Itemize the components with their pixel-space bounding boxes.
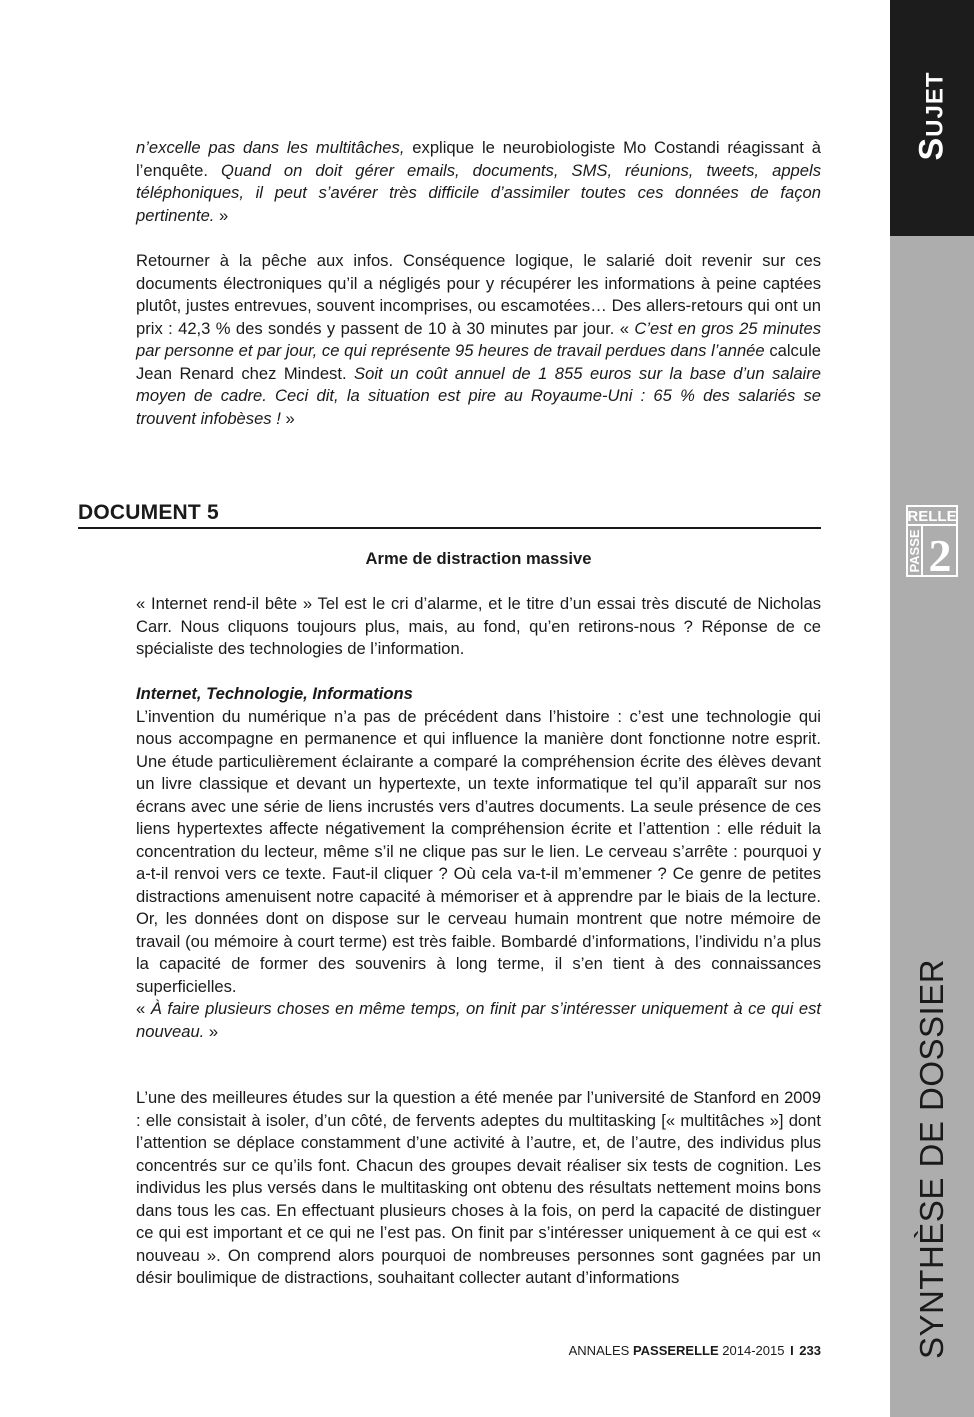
sidebar-tab (890, 0, 974, 236)
footer-separator: I (790, 1343, 794, 1358)
footer-years: 2014-2015 (718, 1343, 789, 1358)
text-run: Quand on doit gérer emails, documents, SMS, réunions, tweets, appels téléphoniques, il peut s’avérer très difficile d’assimiler toutes ces données de façon pertinente. (136, 160, 821, 225)
footer-annales: ANNALES (568, 1343, 633, 1358)
quote-paragraph (136, 998, 821, 1043)
quote-open: « (136, 999, 151, 1018)
intro-paragraph: « Internet rend-il bête » Tel est le cri d’alarme, et le titre d’un essai très discuté de Nicholas Carr. Nous cliquons toujours plus, mais, au fond, qu’en retirons-nous ? Réponse de ce spécialiste des technologies de l’information. (136, 594, 821, 658)
paragraph-information-retrieval (136, 250, 821, 430)
text-run: » (214, 205, 229, 225)
logo-passe-text: PASSE (907, 529, 922, 573)
paragraph-top-1 (136, 137, 821, 227)
last-block (136, 1087, 821, 1290)
quote-text: À faire plusieurs choses en même temps, on finit par s’intéresser uniquement à ce qui est nouveau. (136, 999, 822, 1041)
logo-relle-text: RELLE (907, 508, 957, 525)
section-label: SYNTHÈSE DE DOSSIER (913, 958, 950, 1360)
text-run: explique le neurobiologiste Mo Costandi réagissant à l’enquête. (136, 138, 821, 180)
subheading: Internet, Technologie, Informations (136, 684, 413, 703)
passerelle-logo (906, 505, 958, 577)
footer-brand: PASSERELLE (632, 1343, 719, 1358)
quote-close: » (204, 1021, 219, 1041)
document-title: Arme de distraction massive (365, 549, 592, 568)
sujet-label: Sujet (912, 71, 951, 161)
body-block (136, 683, 821, 1043)
text-run: C’est en gros 25 minutes par personne et par jour, ce qui représente 95 heures de travail perdues dans l’année (136, 318, 822, 360)
document-heading: DOCUMENT 5 (78, 500, 821, 529)
logo-number: 2 (928, 530, 952, 577)
body-paragraph: L’invention du numérique n’a pas de précédent dans l’histoire : c’est une technologie qui nous accompagne en permanence et qui influence la manière dont fonctionne notre esprit. Une étude particulièrement éclairante a comparé la compréhension écrite des élèves devant un livre classique et devant un hypertexte, un texte informatique tel qu’il apparaît sur nos écrans avec une série de liens incrustés vers d’autres documents. La seule présence de ces liens hypertextes affecte négativement la compréhension écrite et l’attention : elle réduit la concentration du lecteur, même s’il ne clique pas sur le lien. Le cerveau s’arrête : pourquoi y a-t-il renvoi vers ce texte. Faut-il cliquer ? Où cela va-t-il m’emmener ? Ce genre de petites distractions amenuisent notre capacité à mémoriser et à apprendre par le biais de la lecture. Or, les données dont on dispose sur le cerveau humain montrent que notre mémoire de travail (ou mémoire à court terme) est très faible. Bombardé d’informations, l’individu n’a plus la capacité de former des souvenirs à long terme, il s’en tient à des connaissances superficielles. (136, 706, 821, 996)
page-footer (136, 1342, 821, 1360)
text-run: Soit un coût annuel de 1 855 euros sur la base d’un salaire moyen de cadre. Ceci dit, la situation est pire au Royaume-Uni : 65 % des salariés se trouvent infobèses ! (136, 363, 821, 428)
paragraph-continued (136, 137, 821, 227)
intro-block (136, 593, 821, 661)
text-run: n’excelle pas dans les multitâches, (136, 138, 405, 157)
text-run: » (280, 408, 295, 428)
text-run: Retourner à la pêche aux infos. Conséquence logique, le salarié doit revenir sur ces documents électroniques qu’il a négligés pour y récupérer les informations à peine captées plutôt, justes entrevues, souvent incomprises, ou escamotées… Des allers-retours qui ont un prix : 42,3 % des sondés y passent de 10 à 30 minutes par jour. « (136, 251, 821, 338)
text-run: calcule Jean Renard chez Mindest. (136, 341, 821, 383)
last-paragraph: L’une des meilleures études sur la question a été menée par l’université de Stanford en 2009 : elle consistait à isoler, d’un côté, de fervents adeptes du multitasking [« multitâches »] dont l’attention se déplace constamment d’une activité à l’autre, et, de l’autre, des individus plus concentrés sur ce qu’ils font. Chacun des groupes devait réaliser six tests de cognition. Les individus les plus versés dans le multitasking ont obtenu des résultats nettement moins bons dans tous les cas. En effectuant plusieurs choses à la fois, on perd la capacité de distinguer ce qui est important et ce qui ne l’est pas. On finit par s’intéresser uniquement à ce qui est « nouveau ». On comprend alors pourquoi de nombreuses personnes sont gagnées par un désir boulimique de distractions, souhaitant collecter autant d’informations (136, 1088, 821, 1287)
paragraph-top-2 (136, 250, 821, 430)
page-number: 233 (795, 1343, 821, 1358)
